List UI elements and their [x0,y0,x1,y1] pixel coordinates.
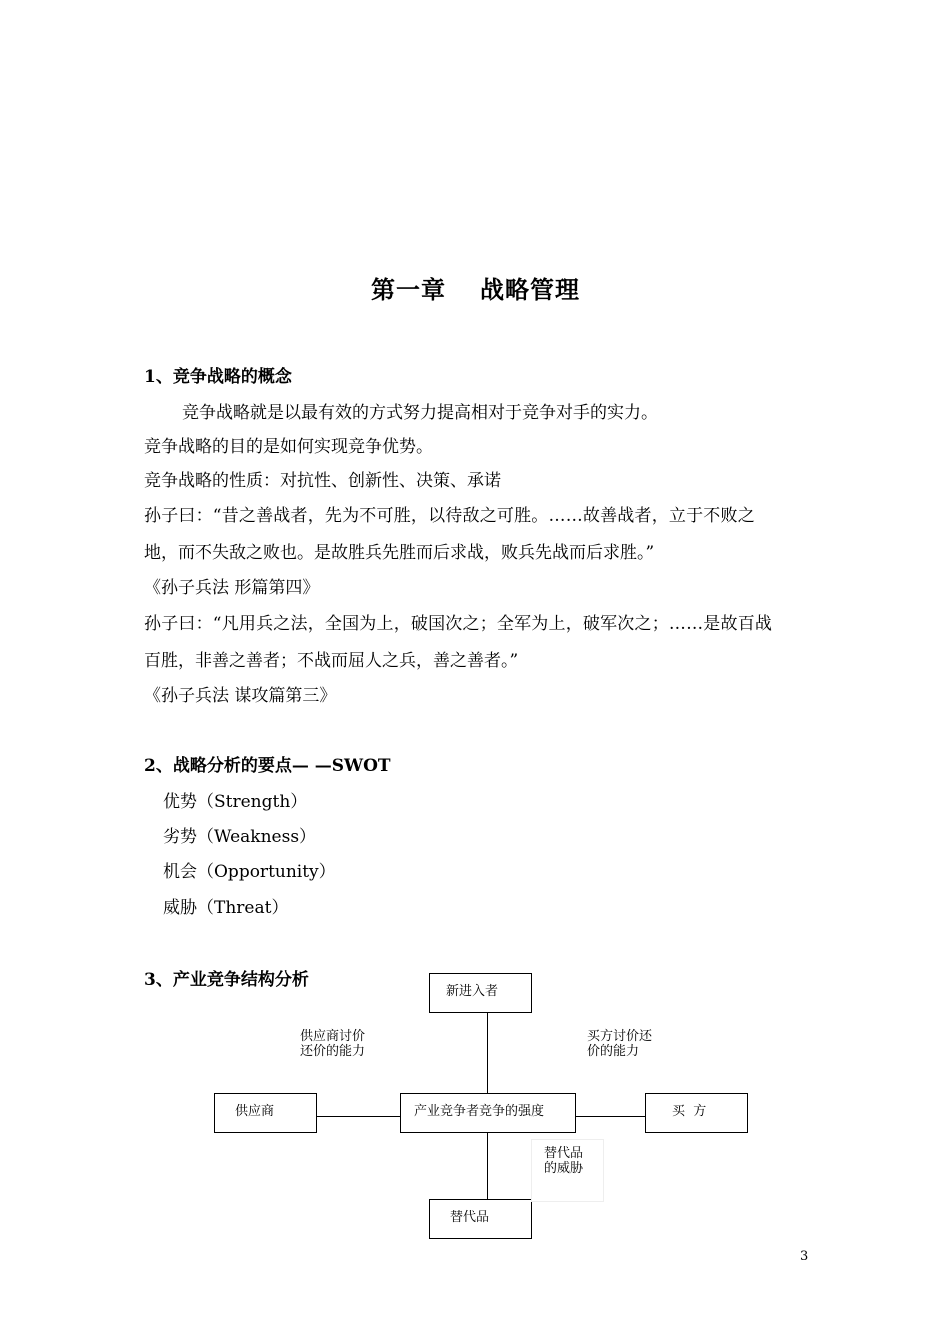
suppliers-box [214,1093,317,1133]
buyer-power-label [587,1029,652,1059]
chapter-title [371,270,580,305]
substitutes-box [429,1199,532,1239]
section1-line-2: 竞争战略的目的是如何实现竞争优势。 [144,437,433,457]
suppliers-label: 供应商 [235,1104,275,1119]
supplier-power-line1: 供应商讨价 [300,1029,366,1044]
chapter-name: 战略管理 [480,275,580,304]
chapter-number: 第一章 [371,275,446,304]
section3-heading: 3、产业竞争结构分析 [144,970,309,990]
new-entrants-label: 新进入者 [446,984,499,999]
section1-line-4: 孙子曰：“昔之善战者，先为不可胜，以待敌之可胜。……故善战者，立于不败之 [144,506,755,526]
section1-line-5: 地，而不失敌之败也。是故胜兵先胜而后求战，败兵先战而后求胜。” [144,543,655,563]
section1-line-8: 百胜，非善之善者；不战而屈人之兵，善之善者。” [144,651,519,671]
section1-line-1: 竞争战略就是以最有效的方式努力提高相对于竞争对手的实力。 [182,403,658,423]
buyers-label: 买 方 [672,1104,707,1119]
connector-rivalry-substitutes [487,1132,488,1200]
substitutes-label: 替代品 [450,1210,490,1225]
section1-line-9: 《孙子兵法 谋攻篇第三》 [144,686,337,706]
buyer-power-line2: 价的能力 [587,1044,640,1059]
page-number: 3 [800,1249,809,1264]
swot-item-threat: 威胁（Threat） [163,898,289,918]
connector-rivalry-buyers [575,1116,646,1117]
supplier-power-line2: 还价的能力 [300,1044,366,1059]
section2-heading: 2、战略分析的要点— —SWOT [144,756,391,776]
connector-suppliers-rivalry [316,1116,401,1117]
section1-line-3: 竞争战略的性质：对抗性、创新性、决策、承诺 [144,471,501,491]
substitute-threat-line2: 的威胁 [544,1161,584,1176]
section1-heading: 1、竞争战略的概念 [144,367,292,387]
swot-item-strength: 优势（Strength） [163,792,308,812]
buyers-box [645,1093,748,1133]
connector-entrants-rivalry [487,1012,488,1094]
rivalry-box [400,1093,576,1133]
substitute-threat-label [544,1146,583,1176]
rivalry-label: 产业竞争者竞争的强度 [414,1104,545,1119]
supplier-power-label [300,1029,365,1059]
substitute-threat-line1: 替代品 [544,1146,584,1161]
new-entrants-box [429,973,532,1013]
section1-line-6: 《孙子兵法 形篇第四》 [144,578,320,598]
buyer-power-line1: 买方讨价还 [587,1029,653,1044]
section1-line-7: 孙子曰：“凡用兵之法，全国为上，破国次之；全军为上，破军次之；……是故百战 [144,614,773,634]
swot-item-opportunity: 机会（Opportunity） [163,862,336,882]
swot-item-weakness: 劣势（Weakness） [163,827,317,847]
